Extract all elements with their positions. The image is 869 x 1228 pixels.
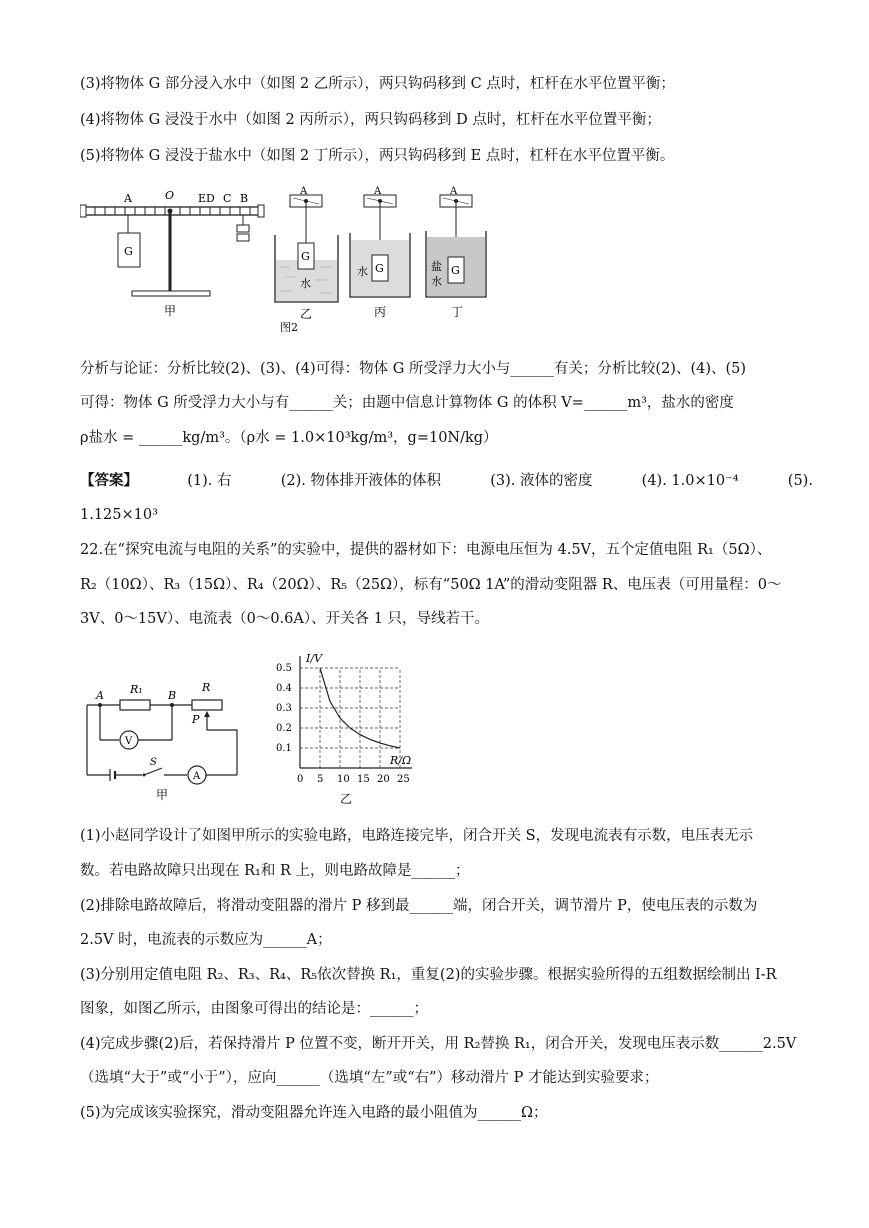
- circuit-label-B: B: [168, 689, 177, 702]
- caption-bing: 丙: [374, 305, 387, 319]
- water-label-2: 水: [357, 265, 368, 278]
- x-tick-label: 25: [397, 774, 410, 785]
- question-3b: 图象，如图乙所示，由图象可得出的结论是：______；: [80, 1001, 428, 1017]
- question-2b: 2.5V 时，电流表的示数应为______A；: [80, 932, 332, 948]
- circuit-label-R: R: [202, 681, 211, 694]
- caption-jia: 甲: [164, 304, 177, 318]
- step-5: (5)将物体 G 浸没于盐水中（如图 2 丁所示），两只钩码移到 E 点时，杠杆在水平位置平衡。: [80, 148, 675, 164]
- label-B: B: [240, 192, 249, 205]
- label-G: G: [124, 245, 133, 258]
- question-3a: (3)分别用定值电阻 R₂、R₃、R₄、R₅依次替换 R₁，重复(2)的实验步骤。根据实验所得的五组数据绘制出 I-R: [80, 967, 777, 983]
- step-4: (4)将物体 G 浸没于水中（如图 2 丙所示），两只钩码移到 D 点时，杠杆在水平位置平衡；: [80, 112, 661, 128]
- caption-yi: 乙: [300, 307, 313, 321]
- q22-line-1: 22.在“探究电流与电阻的关系”的实验中，提供的器材如下：电源电压恒为 4.5V，五个定值电阻 R₁（5Ω）、: [80, 542, 772, 558]
- circuit-label-A: A: [96, 689, 104, 702]
- x-tick-label: 5: [317, 774, 324, 785]
- answer-line: [80, 471, 813, 491]
- answer-3: (3). 液体的密度: [490, 473, 593, 489]
- analysis-line-3: ρ盐水 = ______kg/m³。（ρ水 = 1.0×10³kg/m³，g=10N/kg）: [80, 430, 498, 446]
- y-tick-label: 0.2: [276, 723, 292, 734]
- label-ED: ED: [198, 192, 215, 205]
- salt-label-2: 水: [431, 275, 442, 288]
- beaker-G-2: G: [375, 262, 384, 275]
- question-4b: （选填“大于”或“小于”），应向______（选填“左”或“右”）移动滑片 P 才能达到实验要求；: [80, 1070, 659, 1086]
- answer-label: 【答案】: [80, 472, 138, 489]
- water-label-1: 水: [300, 277, 311, 290]
- voltmeter-label: V: [125, 736, 133, 747]
- analysis-line-2: 可得：物体 G 所受浮力大小与有______关；由题中信息计算物体 G 的体积 V=______m³，盐水的密度: [80, 395, 734, 411]
- x-tick-label: 10: [337, 774, 350, 785]
- question-5: (5)为完成该实验探究，滑动变阻器允许连入电路的最小阻值为______Ω；: [80, 1105, 548, 1121]
- answer-4: (4). 1.0×10⁻⁴: [641, 473, 739, 489]
- step-3: (3)将物体 G 部分浸入水中（如图 2 乙所示），两只钩码移到 C 点时，杠杆在水平位置平衡；: [80, 76, 675, 92]
- beaker-G-1: G: [301, 250, 310, 263]
- circuit-caption: 甲: [156, 788, 169, 802]
- x-tick-label: 15: [357, 774, 370, 785]
- question-2a: (2)排除电路故障后，将滑动变阻器的滑片 P 移到最______端，闭合开关，调节滑片 P，使电压表的示数为: [80, 898, 758, 914]
- label-A: A: [124, 192, 132, 205]
- x-tick-label: 0: [297, 774, 304, 785]
- beaker-label-A-2: A: [374, 186, 382, 197]
- circuit-label-P: P: [192, 713, 200, 726]
- question-1b: 数。若电路故障只出现在 R₁和 R 上，则电路故障是______；: [80, 863, 470, 879]
- figure-2: [80, 185, 500, 340]
- y-tick-label: 0.4: [276, 683, 292, 694]
- q22-line-2: R₂（10Ω）、R₃（15Ω）、R₄（20Ω）、R₅（25Ω），标有“50Ω 1A”的滑动变阻器 R、电压表（可用量程：0～: [80, 577, 782, 593]
- circuit-diagram: [82, 675, 252, 805]
- y-tick-label: 0.3: [276, 703, 292, 714]
- beaker-label-A-1: A: [300, 186, 308, 197]
- question-4a: (4)完成步骤(2)后，若保持滑片 P 位置不变，断开开关，用 R₂替换 R₁，闭合开关，发现电压表示数______2.5V: [80, 1036, 797, 1052]
- chart-xlabel: R/Ω: [390, 754, 412, 767]
- answer-5: (5).: [787, 473, 813, 489]
- q22-line-3: 3V、0～15V）、电流表（0～0.6A）、开关各 1 只，导线若干。: [80, 611, 490, 627]
- answer-5-value: 1.125×10³: [80, 507, 158, 523]
- y-tick-label: 0.5: [276, 663, 292, 674]
- x-tick-label: 20: [377, 774, 390, 785]
- label-O: O: [165, 189, 175, 202]
- caption-ding: 丁: [451, 305, 464, 319]
- i-r-chart: [270, 648, 430, 806]
- answer-1: (1). 右: [187, 473, 232, 489]
- beaker-G-3: G: [451, 264, 460, 277]
- label-C: C: [223, 192, 232, 205]
- answer-2: (2). 物体排开液体的体积: [280, 473, 441, 489]
- circuit-label-R1: R₁: [130, 683, 143, 696]
- chart-grid: [300, 656, 412, 768]
- beaker-label-A-3: A: [450, 186, 458, 197]
- ammeter-label: A: [193, 771, 201, 782]
- salt-label-1: 盐: [431, 260, 442, 273]
- y-tick-label: 0.1: [276, 743, 292, 754]
- fig2-label: 图2: [280, 321, 298, 334]
- chart-ylabel: I/V: [306, 652, 322, 665]
- chart-caption: 乙: [340, 792, 353, 806]
- question-1a: (1)小赵同学设计了如图甲所示的实验电路，电路连接完毕，闭合开关 S，发现电流表有示数，电压表无示: [80, 828, 754, 844]
- switch-label: S: [150, 757, 157, 768]
- analysis-line-1: 分析与论证：分析比较(2)、(3)、(4)可得：物体 G 所受浮力大小与______有关；分析比较(2)、(4)、(5): [80, 361, 747, 377]
